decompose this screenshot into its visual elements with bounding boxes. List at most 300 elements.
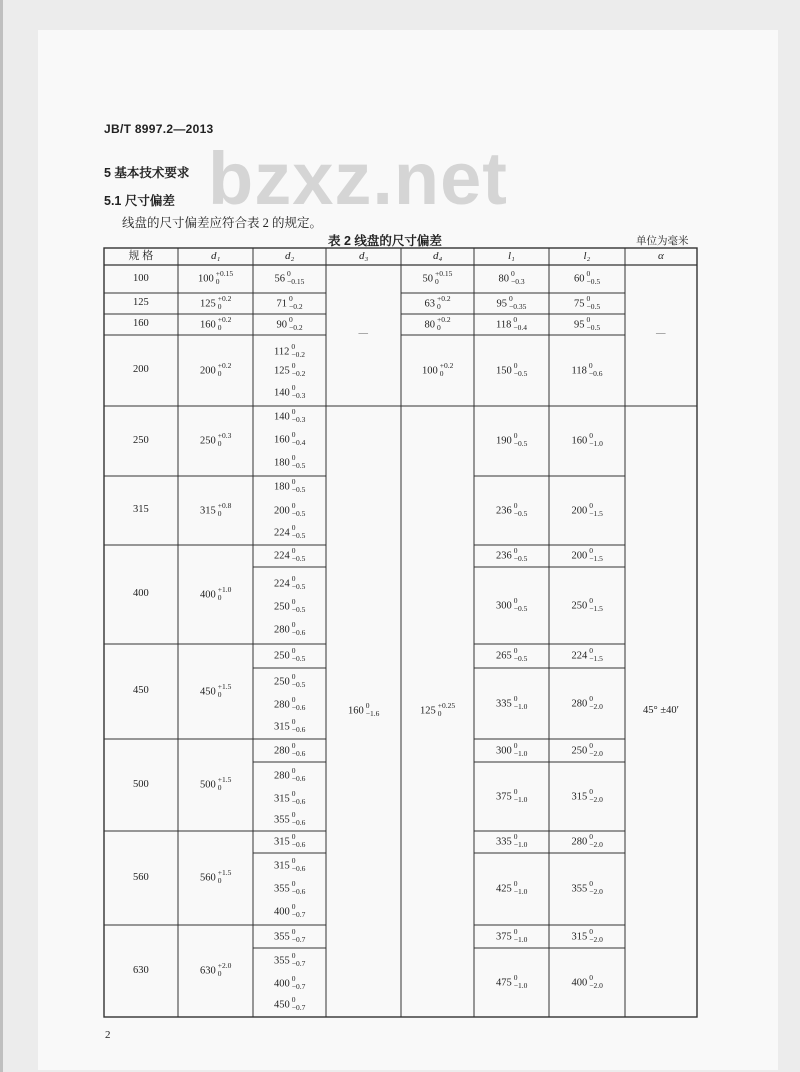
- nominal-value: 560: [200, 872, 216, 884]
- d4-cell: [422, 360, 454, 379]
- tolerance: [587, 270, 601, 286]
- table-unit: 单位为毫米: [636, 236, 689, 247]
- tolerance: [514, 597, 528, 613]
- tolerance: [589, 974, 603, 990]
- alpha-cell: 45° ±40′: [643, 704, 679, 716]
- tolerance: [292, 718, 306, 734]
- tolerance: [514, 362, 528, 378]
- d2-cell: [274, 973, 306, 992]
- header-spec: 规 格: [128, 250, 154, 262]
- tolerance: [437, 295, 451, 311]
- lower-deviation: −0.3: [511, 277, 525, 287]
- upper-deviation: 0: [589, 786, 593, 796]
- upper-deviation: 0: [291, 360, 296, 370]
- d2-cell: [274, 500, 306, 519]
- upper-deviation: 0: [291, 597, 296, 606]
- lower-deviation: −1.0: [513, 934, 528, 944]
- spec-cell: 450: [133, 685, 149, 696]
- nominal-value: 335: [496, 836, 512, 848]
- lower-deviation: −0.7: [291, 934, 306, 944]
- l1-cell: [496, 740, 528, 759]
- lower-deviation: 0: [439, 368, 444, 378]
- lower-deviation: −0.5: [291, 582, 306, 592]
- upper-deviation: +1.0: [217, 584, 232, 594]
- tolerance: [292, 502, 306, 518]
- nominal-value: 112: [274, 346, 290, 358]
- nominal-value: 630: [200, 965, 216, 977]
- lower-deviation: −0.7: [291, 910, 306, 920]
- upper-deviation: +0.15: [215, 269, 234, 278]
- lower-deviation: −0.5: [291, 461, 306, 471]
- upper-deviation: 0: [291, 646, 296, 655]
- nominal-value: 355: [274, 883, 290, 895]
- header-l2: l₂: [583, 250, 591, 262]
- upper-deviation: 0: [365, 701, 370, 710]
- nominal-value: 125: [200, 298, 216, 309]
- upper-deviation: +1.5: [217, 775, 232, 784]
- tolerance: [589, 788, 603, 804]
- nominal-value: 250: [274, 601, 290, 613]
- lower-deviation: −0.7: [291, 981, 306, 991]
- lower-deviation: −2.0: [589, 934, 603, 944]
- d2-cell: [274, 881, 305, 897]
- d2-cell: [276, 293, 303, 312]
- page-number: 2: [105, 1029, 111, 1041]
- spec-cell: 200: [133, 364, 149, 375]
- tolerance: [589, 647, 603, 663]
- nominal-value: 375: [496, 791, 512, 802]
- lower-deviation: −0.5: [513, 368, 528, 378]
- nominal-value: 71: [276, 298, 287, 309]
- lower-deviation: −0.6: [291, 725, 306, 735]
- lower-deviation: −1.5: [589, 603, 603, 613]
- lower-deviation: −2.0: [589, 887, 603, 897]
- upper-deviation: 0: [291, 574, 296, 583]
- upper-deviation: 0: [513, 500, 518, 510]
- tolerance: [289, 316, 303, 332]
- tolerance: [514, 928, 528, 944]
- l1-cell: [496, 926, 528, 945]
- nominal-value: 400: [274, 906, 290, 918]
- tolerance: [514, 547, 528, 563]
- lower-deviation: −1.5: [589, 654, 603, 664]
- tolerance: [292, 833, 306, 849]
- tolerance: [218, 586, 232, 602]
- nominal-value: 315: [274, 836, 290, 848]
- tolerance: [292, 454, 306, 470]
- upper-deviation: 0: [291, 383, 296, 392]
- nominal-value: 50: [422, 273, 433, 285]
- upper-deviation: 0: [513, 693, 518, 703]
- tolerance: [589, 362, 603, 378]
- lower-deviation: 0: [217, 368, 222, 378]
- standard-number: JB/T 8997.2—2013: [104, 122, 214, 136]
- upper-deviation: 0: [511, 269, 515, 278]
- tolerance: [292, 575, 306, 591]
- l1-cell: [496, 314, 527, 333]
- lower-deviation: −2.0: [589, 701, 603, 711]
- header-d4: d₄: [433, 250, 443, 262]
- l2-cell: [571, 360, 603, 379]
- tolerance: [292, 696, 306, 712]
- spec-cell: 160: [133, 318, 149, 329]
- lower-deviation: −0.3: [291, 391, 306, 401]
- upper-deviation: 0: [513, 786, 518, 796]
- lower-deviation: −0.6: [291, 774, 306, 784]
- spec-cell: 250: [133, 434, 149, 446]
- tolerance: [514, 647, 528, 663]
- l1-cell: [496, 834, 527, 850]
- l2-cell: [571, 693, 603, 712]
- tolerance: [218, 962, 232, 978]
- upper-deviation: 0: [513, 832, 518, 841]
- nominal-value: 265: [496, 650, 512, 662]
- header-d1: d₁: [211, 250, 221, 262]
- nominal-value: 60: [574, 273, 585, 285]
- nominal-value: 75: [574, 298, 585, 309]
- nominal-value: 224: [274, 550, 290, 562]
- tolerance: [292, 857, 306, 873]
- nominal-value: 300: [496, 600, 512, 611]
- upper-deviation: 0: [513, 546, 518, 555]
- lower-deviation: −0.5: [291, 654, 306, 664]
- nominal-value: 180: [274, 457, 290, 469]
- d1-cell: [200, 293, 232, 312]
- lower-deviation: −1.5: [589, 554, 603, 564]
- upper-deviation: 0: [586, 293, 591, 303]
- upper-deviation: 0: [513, 646, 518, 655]
- upper-deviation: 0: [287, 269, 291, 278]
- tolerance: [292, 996, 306, 1012]
- l2-cell: [574, 293, 601, 312]
- lower-deviation: −1.0: [589, 439, 603, 449]
- lower-deviation: −0.5: [291, 508, 306, 518]
- watermark: bzxz.net: [208, 137, 508, 220]
- l1-cell: [496, 595, 528, 614]
- l1-cell: [496, 786, 528, 805]
- l1-cell: [496, 433, 527, 449]
- nominal-value: 125: [274, 365, 290, 376]
- lower-deviation: 0: [437, 301, 441, 311]
- nominal-value: 180: [274, 481, 290, 493]
- tolerance: [292, 952, 306, 968]
- tolerance: [589, 502, 603, 518]
- nominal-value: 150: [496, 365, 512, 376]
- lower-deviation: −0.7: [291, 1003, 306, 1013]
- upper-deviation: 0: [513, 360, 518, 370]
- lower-deviation: −0.35: [509, 301, 527, 311]
- tolerance: [292, 880, 306, 896]
- lower-deviation: −0.5: [513, 554, 528, 564]
- lower-deviation: −0.2: [291, 368, 306, 378]
- tolerance: [218, 683, 232, 699]
- upper-deviation: +0.2: [437, 293, 451, 303]
- lower-deviation: −0.6: [291, 818, 306, 828]
- l2-cell: [574, 314, 601, 333]
- upper-deviation: 0: [291, 407, 296, 416]
- lower-deviation: −0.6: [291, 840, 306, 850]
- upper-deviation: 0: [589, 500, 593, 510]
- l2-cell: [572, 433, 603, 449]
- header-l1: l₁: [508, 250, 515, 262]
- lower-deviation: −0.5: [513, 508, 528, 518]
- tolerance: [438, 702, 455, 718]
- upper-deviation: +1.5: [217, 681, 232, 691]
- lower-deviation: 0: [217, 783, 222, 793]
- spec-cell: 100: [133, 272, 149, 284]
- d2-cell: [274, 953, 305, 969]
- tolerance: [292, 408, 306, 424]
- nominal-value: 250: [571, 600, 588, 611]
- nominal-value: 200: [571, 550, 588, 562]
- d1-cell: [200, 777, 231, 793]
- tolerance: [589, 742, 603, 758]
- lower-deviation: −1.0: [513, 794, 528, 804]
- tolerance: [435, 270, 452, 286]
- l1-cell: [496, 972, 528, 991]
- d2-cell: [274, 432, 305, 448]
- nominal-value: 280: [274, 745, 290, 756]
- nominal-value: 355: [274, 955, 290, 967]
- tolerance: [589, 432, 603, 448]
- paragraph-text: 线盘的尺寸偏差应符合表 2 的规定。: [122, 216, 323, 230]
- lower-deviation: −0.5: [586, 322, 601, 332]
- d1-cell: [200, 433, 231, 449]
- tolerance: [292, 975, 306, 991]
- tolerance: [589, 597, 603, 613]
- upper-deviation: 0: [589, 879, 593, 888]
- nominal-value: 95: [574, 319, 585, 330]
- spec-cell: 125: [133, 297, 149, 308]
- nominal-value: 315: [274, 860, 290, 872]
- tolerance: [218, 362, 232, 378]
- l2-cell: [571, 926, 603, 945]
- d4-cell: [420, 703, 455, 719]
- upper-deviation: +0.8: [217, 500, 232, 510]
- lower-deviation: −0.7: [291, 959, 306, 969]
- upper-deviation: 0: [291, 973, 296, 983]
- l1-cell: [496, 293, 527, 312]
- tolerance: [292, 547, 306, 563]
- lower-deviation: 0: [217, 322, 222, 332]
- upper-deviation: 0: [291, 951, 296, 960]
- upper-deviation: 0: [513, 595, 518, 605]
- d3-dash-cell: —: [358, 329, 368, 339]
- nominal-value: 280: [571, 836, 588, 848]
- upper-deviation: +0.2: [217, 293, 232, 303]
- tolerance: [292, 928, 306, 944]
- lower-deviation: −0.6: [291, 628, 306, 638]
- d2-cell: [274, 385, 305, 401]
- nominal-value: 160: [571, 435, 588, 447]
- upper-deviation: +0.2: [217, 314, 232, 324]
- alpha-dash-cell: —: [656, 329, 666, 339]
- tolerance: [291, 343, 305, 359]
- tolerance: [514, 695, 528, 711]
- l2-cell: [572, 648, 603, 664]
- nominal-value: 118: [496, 319, 512, 330]
- lower-deviation: 0: [217, 439, 222, 449]
- tolerance: [292, 903, 306, 919]
- upper-deviation: 0: [291, 672, 296, 681]
- tolerance: [218, 776, 232, 792]
- lower-deviation: −0.5: [513, 654, 528, 664]
- d1-cell: [200, 681, 232, 700]
- nominal-value: 450: [200, 686, 216, 697]
- upper-deviation: 0: [291, 477, 296, 486]
- d2-cell: [274, 788, 306, 807]
- d4-cell: [424, 293, 451, 312]
- spec-cell: 560: [133, 871, 149, 883]
- nominal-value: 224: [571, 650, 588, 662]
- upper-deviation: 0: [291, 856, 296, 865]
- nominal-value: 315: [274, 721, 290, 733]
- tolerance: [292, 647, 306, 663]
- l1-cell: [496, 360, 528, 379]
- nominal-value: 400: [274, 978, 290, 989]
- tolerance: [587, 316, 601, 332]
- l2-cell: [574, 271, 600, 287]
- l2-cell: [571, 972, 603, 991]
- upper-deviation: 0: [513, 879, 518, 888]
- upper-deviation: 0: [291, 926, 296, 936]
- d2-cell: [274, 904, 305, 920]
- tolerance: [218, 502, 232, 518]
- spec-cell: 500: [133, 778, 149, 790]
- upper-deviation: 0: [291, 342, 296, 351]
- d2-cell: [274, 648, 305, 664]
- nominal-value: 160: [348, 705, 364, 717]
- header-alpha: α: [658, 250, 664, 262]
- lower-deviation: −0.6: [291, 703, 306, 713]
- l1-cell: [496, 648, 527, 664]
- d2-cell: [274, 409, 305, 425]
- lower-deviation: −0.5: [586, 301, 601, 311]
- upper-deviation: 0: [291, 788, 296, 798]
- tolerance: [514, 788, 528, 804]
- l1-cell: [496, 881, 527, 897]
- nominal-value: 315: [571, 791, 588, 802]
- upper-deviation: 0: [513, 926, 518, 936]
- nominal-value: 400: [200, 589, 216, 600]
- d2-cell: [274, 525, 305, 541]
- nominal-value: 355: [571, 883, 588, 895]
- l2-cell: [571, 786, 603, 805]
- lower-deviation: −0.6: [291, 864, 306, 874]
- tolerance: [437, 316, 451, 332]
- lower-deviation: 0: [217, 689, 222, 699]
- d1-cell: [198, 271, 233, 287]
- lower-deviation: 0: [217, 876, 222, 886]
- spec-cell: 630: [133, 964, 149, 976]
- nominal-value: 315: [274, 793, 290, 804]
- d3-cell: [348, 703, 379, 719]
- upper-deviation: 0: [291, 620, 296, 629]
- upper-deviation: +2.0: [217, 961, 232, 970]
- lower-deviation: −0.2: [289, 322, 303, 332]
- nominal-value: 425: [496, 883, 512, 895]
- header-d3: d₃: [359, 250, 369, 262]
- tolerance: [218, 316, 232, 332]
- nominal-value: 335: [496, 698, 512, 709]
- upper-deviation: +0.2: [217, 360, 232, 370]
- d2-cell: [274, 479, 305, 495]
- nominal-value: 250: [200, 435, 216, 447]
- nominal-value: 315: [571, 931, 588, 942]
- spec-cell: 315: [133, 504, 149, 515]
- lower-deviation: −2.0: [589, 840, 603, 850]
- tolerance: [511, 270, 525, 286]
- upper-deviation: 0: [589, 646, 593, 655]
- nominal-value: 236: [496, 550, 512, 562]
- d2-cell: [274, 997, 305, 1013]
- lower-deviation: −1.6: [365, 709, 380, 719]
- nominal-value: 280: [274, 699, 290, 711]
- upper-deviation: 0: [291, 453, 296, 462]
- lower-deviation: 0: [437, 322, 441, 332]
- tolerance: [589, 833, 603, 849]
- l2-cell: [571, 740, 603, 759]
- d2-cell: [274, 719, 305, 735]
- lower-deviation: −0.4: [291, 438, 306, 448]
- upper-deviation: 0: [513, 431, 518, 440]
- nominal-value: 90: [276, 319, 287, 330]
- lower-deviation: 0: [217, 301, 222, 311]
- tolerance: [589, 880, 603, 896]
- nominal-value: 250: [274, 650, 290, 662]
- upper-deviation: 0: [291, 430, 296, 439]
- upper-deviation: 0: [291, 500, 296, 510]
- d2-cell: [274, 344, 305, 360]
- d2-cell: [274, 455, 305, 471]
- tolerance: [292, 478, 306, 494]
- upper-deviation: +0.2: [437, 314, 451, 324]
- lower-deviation: −2.0: [589, 794, 603, 804]
- nominal-value: 236: [496, 505, 512, 516]
- d1-cell: [200, 314, 232, 333]
- d2-cell: [274, 858, 305, 874]
- lower-deviation: −0.5: [513, 603, 528, 613]
- l2-cell: [571, 595, 603, 614]
- tolerance: [509, 295, 526, 311]
- tolerance: [218, 869, 232, 885]
- d2-cell: [274, 548, 305, 564]
- tolerance: [287, 270, 304, 286]
- d2-cell: [275, 271, 305, 287]
- lower-deviation: −0.5: [586, 277, 601, 287]
- d2-cell: [274, 697, 305, 713]
- tolerance: [292, 742, 306, 758]
- l1-cell: [496, 693, 528, 712]
- nominal-value: 140: [274, 387, 290, 399]
- nominal-value: 475: [496, 977, 512, 988]
- upper-deviation: 0: [509, 293, 513, 303]
- upper-deviation: +0.2: [439, 360, 454, 370]
- nominal-value: 63: [424, 298, 435, 309]
- nominal-value: 100: [422, 365, 438, 376]
- tolerance: [589, 695, 603, 711]
- nominal-value: 80: [424, 319, 435, 330]
- upper-deviation: 0: [291, 766, 296, 775]
- upper-deviation: 0: [589, 431, 593, 440]
- tolerance: [366, 702, 380, 718]
- nominal-value: 250: [274, 676, 290, 688]
- d2-cell: [274, 622, 305, 638]
- nominal-value: 200: [274, 505, 290, 516]
- upper-deviation: 0: [291, 546, 296, 555]
- upper-deviation: 0: [586, 314, 591, 324]
- l2-cell: [572, 834, 603, 850]
